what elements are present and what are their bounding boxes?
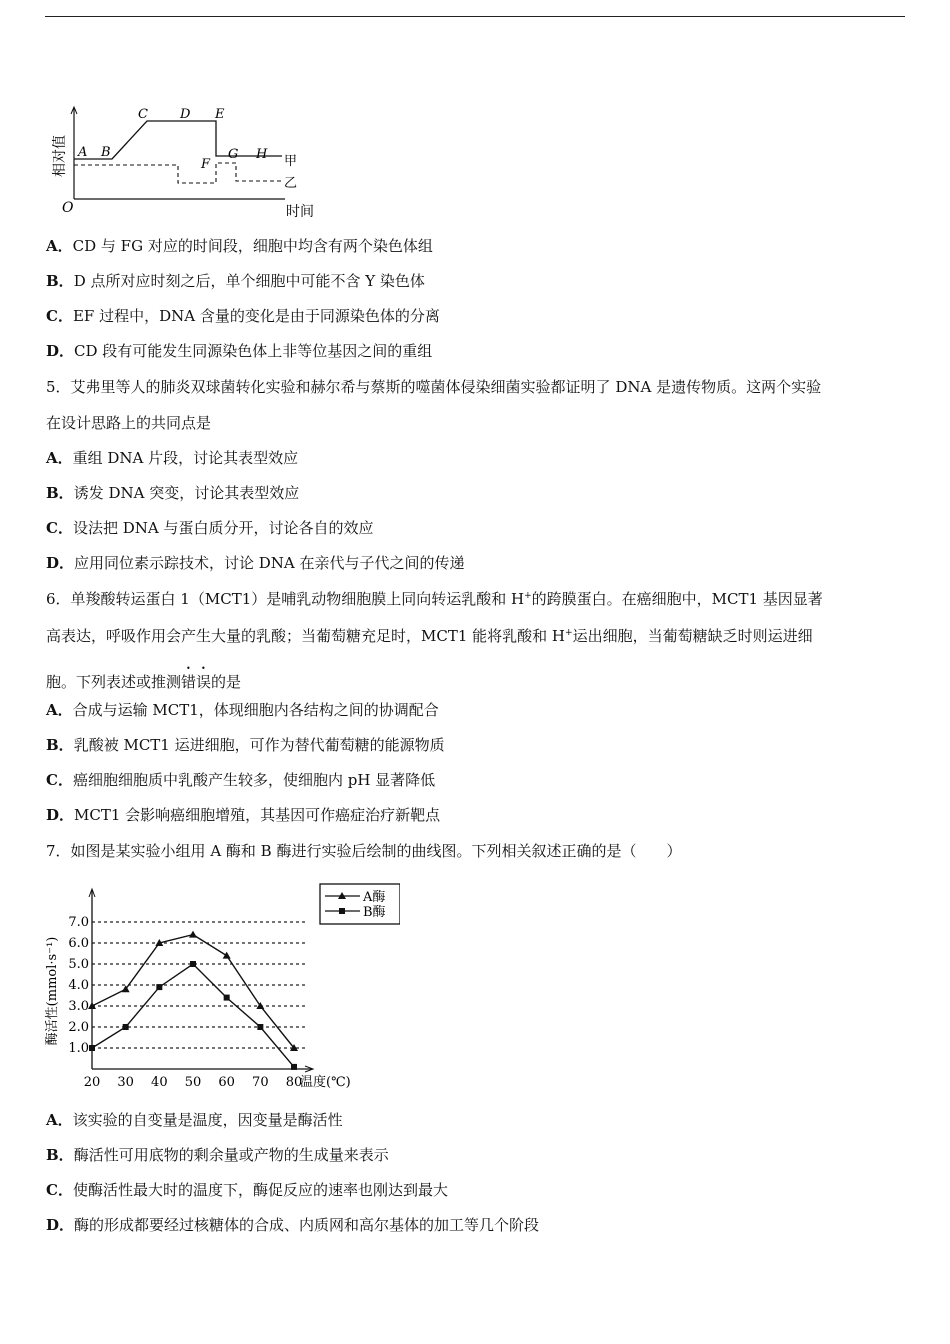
point-b-70 <box>257 1024 263 1030</box>
q6-emphasis-word: 错误 <box>181 673 212 691</box>
q5-option-c: C．设法把 DNA 与蛋白质分开，讨论各自的效应 <box>46 519 374 537</box>
point-b-40 <box>156 984 162 990</box>
q4-option-c: C．EF 过程中，DNA 含量的变化是由于同源染色体的分离 <box>46 307 440 325</box>
point-a-50 <box>189 931 197 938</box>
q6-stem-line3: 胞。下列表述或推测错误的是 <box>46 673 242 691</box>
q7-option-c: C．使酶活性最大时的温度下，酶促反应的速率也刚达到最大 <box>46 1181 448 1199</box>
q5-option-a: A．重组 DNA 片段，讨论其表型效应 <box>46 449 299 467</box>
fig1-origin: O <box>62 200 74 216</box>
series-line-b <box>92 964 294 1067</box>
q7-option-a: A．该实验的自变量是温度，因变量是酶活性 <box>46 1111 343 1129</box>
fig1-point-H: H <box>256 147 268 162</box>
fig1-point-F: F <box>201 157 211 172</box>
x-tick-label: 40 <box>151 1075 168 1090</box>
enzyme-activity-chart <box>40 876 400 1092</box>
top-rule <box>45 16 905 17</box>
fig1-point-D: D <box>180 107 191 122</box>
q6-option-a: A．合成与运输 MCT1，体现细胞内各结构之间的协调配合 <box>46 701 439 719</box>
fig1-ylabel: 相对值 <box>52 135 68 177</box>
legend-label-1: B酶 <box>363 905 386 920</box>
legend-box <box>320 884 400 924</box>
q5-stem-line2: 在设计思路上的共同点是 <box>46 414 212 432</box>
point-b-30 <box>123 1024 129 1030</box>
figure-relative-value <box>40 96 340 226</box>
x-tick-label: 70 <box>252 1075 269 1090</box>
point-a-60 <box>223 952 231 959</box>
point-b-80 <box>291 1064 297 1070</box>
point-b-60 <box>224 995 230 1001</box>
q6-stem-line2: 高表达，呼吸作用会产生大量的乳酸；当葡萄糖充足时，MCT1 能将乳酸和 H+运出细胞，当葡萄糖缺乏时则运进细 <box>46 627 813 645</box>
q7-option-b: B．酶活性可用底物的剩余量或产物的生成量来表示 <box>46 1146 389 1164</box>
q6-option-d: D．MCT1 会影响癌细胞增殖，其基因可作癌症治疗新靶点 <box>46 806 441 824</box>
y-tick-label: 6.0 <box>68 936 89 951</box>
x-tick-label: 80 <box>285 1075 303 1090</box>
x-tick-label: 60 <box>218 1075 235 1090</box>
y-tick-label: 2.0 <box>68 1020 89 1035</box>
q7-option-d: D．酶的形成都要经过核糖体的合成、内质网和高尔基体的加工等几个阶段 <box>46 1216 540 1234</box>
legend-label-0: A酶 <box>363 890 386 905</box>
x-tick-label: 50 <box>184 1075 202 1090</box>
fig1-point-G: G <box>228 147 239 162</box>
q6-option-c: C．癌细胞细胞质中乳酸产生较多，使细胞内 pH 显著降低 <box>46 771 436 789</box>
y-tick-label: 3.0 <box>68 999 89 1014</box>
y-axis-label: 酶活性(mmol·s⁻¹) <box>45 936 60 1046</box>
y-tick-label: 5.0 <box>68 957 89 972</box>
x-axis-label: 温度(℃) <box>300 1075 351 1090</box>
fig1-xlabel: 时间 <box>286 204 314 220</box>
fig1-series-jia-label: 甲 <box>284 154 298 169</box>
q7-stem: 7．如图是某实验小组用 A 酶和 B 酶进行实验后绘制的曲线图。下列相关叙述正确的是（ ） <box>46 842 682 860</box>
fig1-series-yi-label: 乙 <box>284 176 298 191</box>
fig1-point-C: C <box>138 107 148 122</box>
fig1-point-E: E <box>215 107 225 122</box>
fig1-point-B: B <box>101 145 111 160</box>
q4-option-b: B．D 点所对应时刻之后，单个细胞中可能不含 Y 染色体 <box>46 272 425 290</box>
q4-option-d: D．CD 段有可能发生同源染色体上非等位基因之间的重组 <box>46 342 433 360</box>
fig1-point-A: A <box>78 145 88 160</box>
x-tick-label: 30 <box>117 1075 134 1090</box>
fig1-series-yi-line <box>74 163 282 183</box>
q4-option-a: A．CD 与 FG 对应的时间段，细胞中均含有两个染色体组 <box>46 237 433 255</box>
q5-option-b: B．诱发 DNA 突变，讨论其表型效应 <box>46 484 300 502</box>
x-tick-label: 20 <box>83 1075 101 1090</box>
point-b-50 <box>190 961 196 967</box>
q6-stem-line1: 6．单羧酸转运蛋白 1（MCT1）是哺乳动物细胞膜上同向转运乳酸和 H+的跨膜蛋白。在癌细胞中，MCT1 基因显著 <box>46 590 823 608</box>
y-tick-label: 4.0 <box>68 978 89 993</box>
legend-marker-b <box>339 908 345 914</box>
q5-stem-line1: 5．艾弗里等人的肺炎双球菌转化实验和赫尔希与蔡斯的噬菌体侵染细菌实验都证明了 DNA 是遗传物质。这两个实验 <box>46 378 822 396</box>
y-tick-label: 7.0 <box>68 915 89 930</box>
q5-option-d: D．应用同位素示踪技术，讨论 DNA 在亲代与子代之间的传递 <box>46 554 465 572</box>
point-b-20 <box>89 1045 95 1051</box>
q6-option-b: B．乳酸被 MCT1 运进细胞，可作为替代葡萄糖的能源物质 <box>46 736 445 754</box>
y-tick-label: 1.0 <box>68 1041 89 1056</box>
